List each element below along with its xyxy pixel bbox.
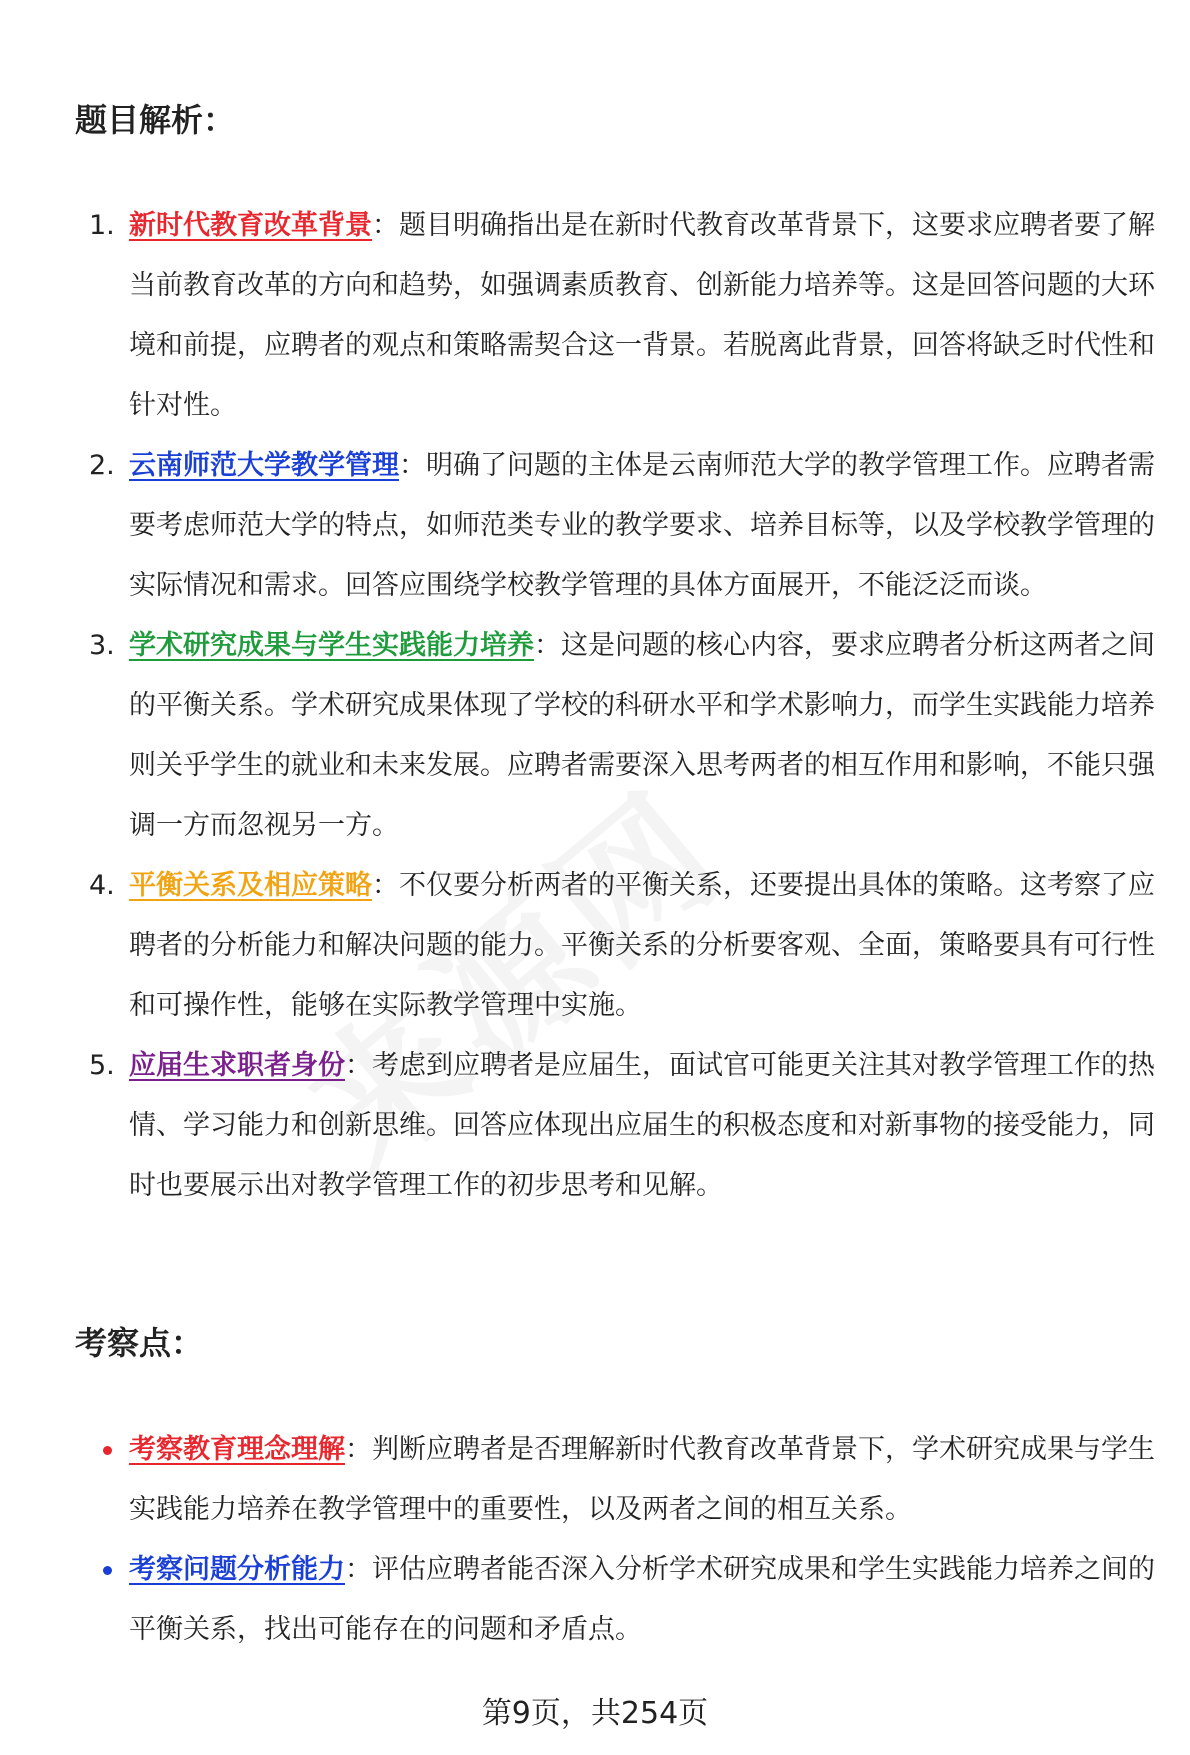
item-number: 2. [89,450,115,481]
item-text: 不仅要分析两者的平衡关系，还要提出具体的策略。这考察了应聘者的分析能力和解决问题的能力。平衡关系的分析要客观、全面，策略要具有可行性和可操作性，能够在实际教学管理中实施。 [129,870,1155,1021]
item-text: 判断应聘者是否理解新时代教育改革背景下，学术研究成果与学生实践能力培养在教学管理中的重要性，以及两者之间的相互关系。 [129,1434,1155,1525]
item-keyword: 云南师范大学教学管理 [129,450,399,481]
points-heading: 考察点： [75,1324,204,1362]
item-keyword: 应届生求职者身份 [129,1050,345,1081]
item-keyword: 考察问题分析能力 [129,1554,345,1585]
analysis-heading: 题目解析： [75,101,236,139]
points-list [75,1420,1155,1660]
list-item [75,856,1155,1036]
item-text: 考虑到应聘者是应届生，面试官可能更关注其对教学管理工作的热情、学习能力和创新思维。回答应体现出应届生的积极态度和对新事物的接受能力，同时也要展示出对教学管理工作的初步思考和见解。 [129,1050,1155,1201]
list-item [75,1036,1155,1216]
analysis-list [75,196,1155,1216]
item-number: 5. [89,1050,115,1081]
item-sep: ： [372,870,399,901]
list-item [75,1540,1155,1660]
item-number: 3. [89,630,115,661]
page-footer: 第9页，共254页 [481,1696,709,1731]
bullet-dot [103,1446,112,1455]
item-text: 明确了问题的主体是云南师范大学的教学管理工作。应聘者需要考虑师范大学的特点，如师范类专业的教学要求、培养目标等，以及学校教学管理的实际情况和需求。回答应围绕学校教学管理的具体方面展开，不能泛泛而谈。 [129,450,1155,601]
item-number: 4. [89,870,115,901]
item-text: 这是问题的核心内容，要求应聘者分析这两者之间的平衡关系。学术研究成果体现了学校的科研水平和学术影响力，而学生实践能力培养则关乎学生的就业和未来发展。应聘者需要深入思考两者的相互作用和影响，不能只强调一方而忽视另一方。 [129,630,1155,841]
list-item [75,436,1155,616]
item-number: 1. [89,210,115,241]
item-text: 评估应聘者能否深入分析学术研究成果和学生实践能力培养之间的平衡关系，找出可能存在的问题和矛盾点。 [129,1554,1155,1645]
list-item [75,196,1155,436]
item-keyword: 平衡关系及相应策略 [129,870,372,901]
item-text: 题目明确指出是在新时代教育改革背景下，这要求应聘者要了解当前教育改革的方向和趋势，如强调素质教育、创新能力培养等。这是回答问题的大环境和前提，应聘者的观点和策略需契合这一背景。若脱离此背景，回答将缺乏时代性和针对性。 [129,210,1155,421]
item-keyword: 学术研究成果与学生实践能力培养 [129,630,534,661]
item-sep: ： [372,210,399,241]
list-item [75,1420,1155,1540]
item-keyword: 新时代教育改革背景 [129,210,372,241]
bullet-dot [103,1566,112,1575]
item-sep: ： [534,630,561,661]
list-item [75,616,1155,856]
item-sep: ： [345,1554,372,1585]
item-sep: ： [399,450,426,481]
item-sep: ： [345,1434,372,1465]
item-keyword: 考察教育理念理解 [129,1434,345,1465]
item-sep: ： [345,1050,372,1081]
